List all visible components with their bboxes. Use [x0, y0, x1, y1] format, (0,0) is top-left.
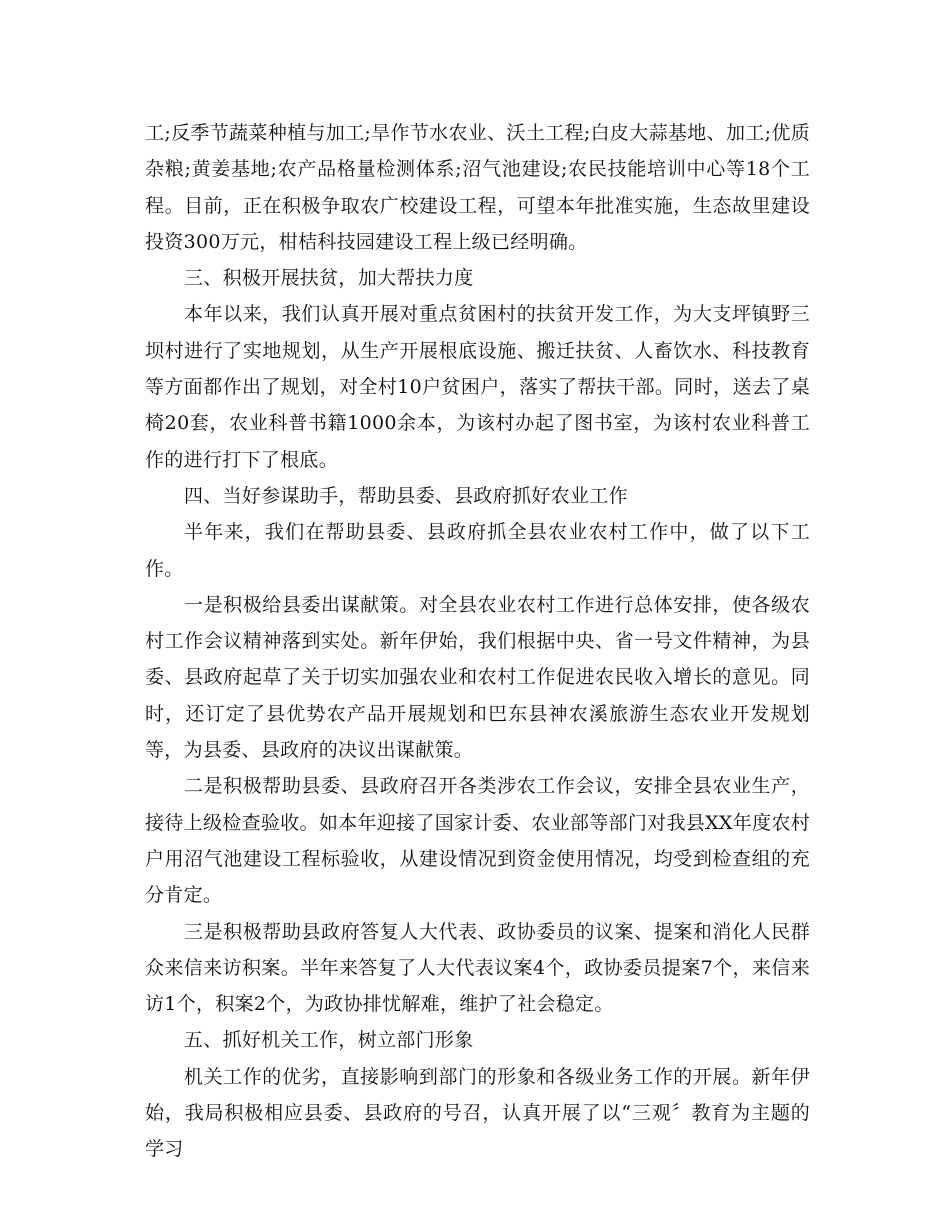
paragraph-4: 一是积极给县委出谋献策。对全县农业农村工作进行总体安排，使各级农村工作会议精神落到实处。新年伊始，我们根据中央、省一号文件精神，为县委、县政府起草了关于切实加强农业和农村工作促进农民收入增长的意见。同时，还订定了县优势农产品开展规划和巴东县神农溪旅游生态农业开发规划等，为县委、县政府的决议出谋献策。 — [145, 593, 810, 762]
document-body — [145, 115, 810, 1168]
section-heading-3: 三、积极开展扶贫，加大帮扶力度 — [184, 267, 474, 290]
paragraph-5: 二是积极帮助县委、县政府召开各类涉农工作会议，安排全县农业生产，接待上级检查验收。如本年迎接了国家计委、农业部等部门对我县XX年度农村户用沼气池建设工程标验收，从建设情况到资金使用情况，均受到检查组的充分肯定。 — [145, 775, 810, 907]
section-heading-4: 四、当好参谋助手，帮助县委、县政府抓好农业工作 — [184, 484, 628, 507]
section-heading-5: 五、抓好机关工作，树立部门形象 — [184, 1029, 474, 1052]
paragraph-7: 机关工作的优劣，直接影响到部门的形象和各级业务工作的开展。新年伊始，我局积极相应县委、县政府的号召，认真开展了以“三观〞教育为主题的学习 — [145, 1065, 810, 1161]
paragraph-2: 本年以来，我们认真开展对重点贫困村的扶贫开发工作，为大支坪镇野三坝村进行了实地规划，从生产开展根底设施、搬迁扶贫、人畜饮水、科技教育等方面都作出了规划，对全村10户贫困户，落实了帮扶干部。同时，送去了桌椅20套，农业科普书籍1000余本，为该村办起了图书室，为该村农业科普工作的进行打下了根底。 — [145, 303, 810, 471]
paragraph-6: 三是积极帮助县政府答复人大代表、政协委员的议案、提案和消化人民群众来信来访积案。半年来答复了人大代表议案4个，政协委员提案7个，来信来访1个，积案2个，为政协排忧解难，维护了社会稳定。 — [145, 920, 810, 1016]
paragraph-3: 半年来，我们在帮助县委、县政府抓全县农业农村工作中，做了以下工作。 — [145, 521, 810, 580]
paragraph-1: 工;反季节蔬菜种植与加工;旱作节水农业、沃土工程;白皮大蒜基地、加工;优质杂粮;黄姜基地;农产品格量检测体系;沼气池建设;农民技能培训中心等18个工程。目前，正在积极争取农广校建设工程，可望本年批准实施，生态故里建设投资300万元，柑桔科技园建设工程上级已经明确。 — [145, 122, 810, 253]
